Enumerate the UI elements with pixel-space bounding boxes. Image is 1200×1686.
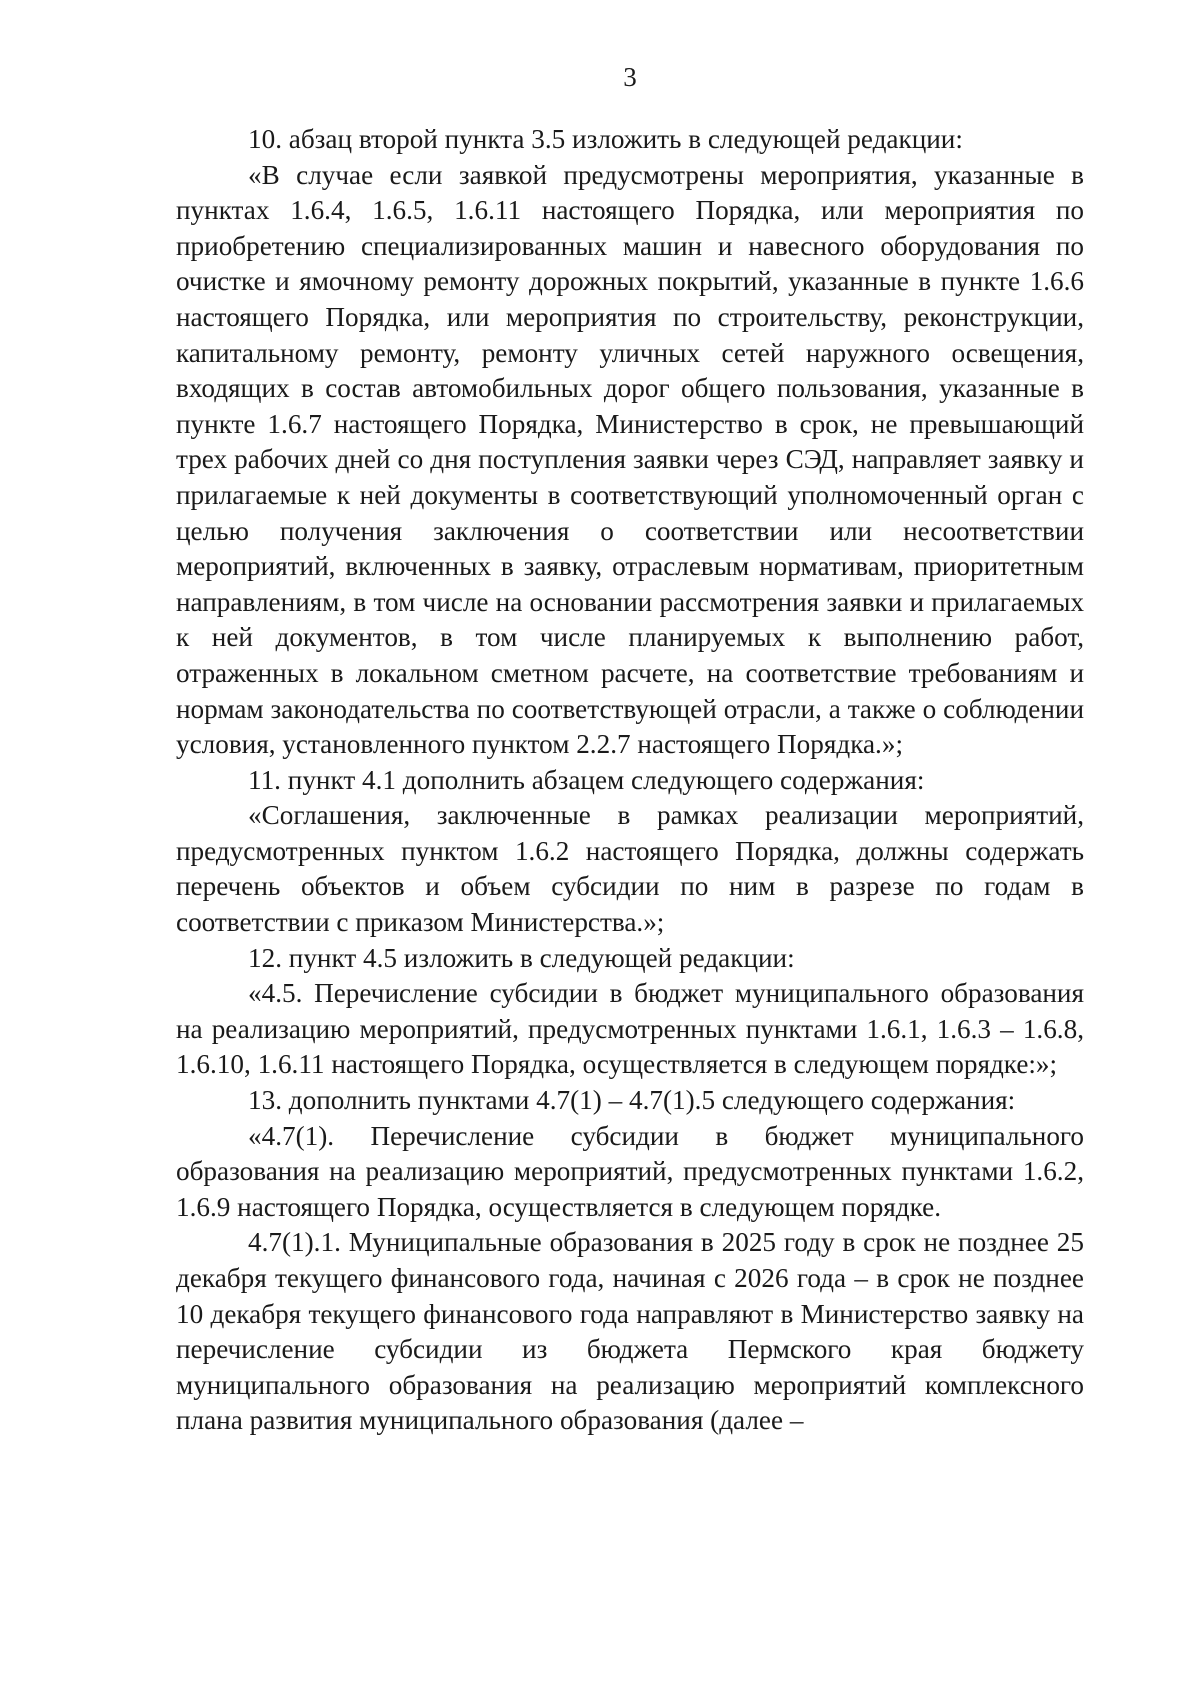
subitem-4-7-1-1-paragraph: 4.7(1).1. Муниципальные образования в 2025 году в срок не позднее 25 декабря текущего финансового года, начиная с 2026 года – в срок не позднее 10 декабря текущего финансового года направляют в Министерство заявку на перечисление субсидии из бюджета Пермского края бюджету муниципального образования на реализацию мероприятий комплексного плана развития муниципального образования (далее –: [176, 1227, 1084, 1436]
item-13-quoted-paragraph: «4.7(1). Перечисление субсидии в бюджет муниципального образования на реализацию мероприятий, предусмотренных пунктами 1.6.2, 1.6.9 настоящего Порядка, осуществляется в следующем порядке.: [176, 1120, 1084, 1222]
item-10-heading: 10. абзац второй пункта 3.5 изложить в следующей редакции:: [248, 124, 963, 154]
item-13-heading: 13. дополнить пунктами 4.7(1) – 4.7(1).5 следующего содержания:: [248, 1085, 1016, 1116]
document-body: [176, 122, 1084, 1439]
item-12-heading: 12. пункт 4.5 изложить в следующей редакции:: [248, 942, 795, 973]
item-11-quoted-paragraph: «Соглашения, заключенные в рамках реализации мероприятий, предусмотренных пунктом 1.6.2 настоящего Порядка, должны содержать перечень объектов и объем субсидии по ним в разрезе по годам в соответствии с приказом Министерства.»;: [176, 800, 1084, 938]
page-number: 3: [623, 62, 637, 92]
item-12-quoted-paragraph: «4.5. Перечисление субсидии в бюджет муниципального образования на реализацию мероприятий, предусмотренных пунктами 1.6.1, 1.6.3 – 1.6.8, 1.6.10, 1.6.11 настоящего Порядка, осуществляется в следующем порядке:»;: [176, 978, 1084, 1080]
item-11-heading: 11. пункт 4.1 дополнить абзацем следующего содержания:: [248, 764, 925, 795]
item-10-quoted-paragraph: «В случае если заявкой предусмотрены мероприятия, указанные в пунктах 1.6.4, 1.6.5, 1.6.11 настоящего Порядка, или мероприятия по приобретению специализированных машин и навесного оборудования по очистке и ямочному ремонту дорожных покрытий, указанные в пункте 1.6.6 настоящего Порядка, или мероприятия по строительству, реконструкции, капитальному ремонту, ремонту уличных сетей наружного освещения, входящих в состав автомобильных дорог общего пользования, указанные в пункте 1.6.7 настоящего Порядка, Министерство в срок, не превышающий трех рабочих дней со дня поступления заявки через СЭД, направляет заявку и прилагаемые к ней документы в соответствующий уполномоченный орган с целью получения заключения о соответствии или несоответствии мероприятий, включенных в заявку, отраслевым нормативам, приоритетным направлениям, в том числе на основании рассмотрения заявки и прилагаемых к ней документов, в том числе планируемых к выполнению работ, отраженных в локальном сметном расчете, на соответствие требованиям и нормам законодательства по соответствующей отрасли, а также о соблюдении условия, установленного пунктом 2.2.7 настоящего Порядка.»;: [176, 159, 1084, 760]
